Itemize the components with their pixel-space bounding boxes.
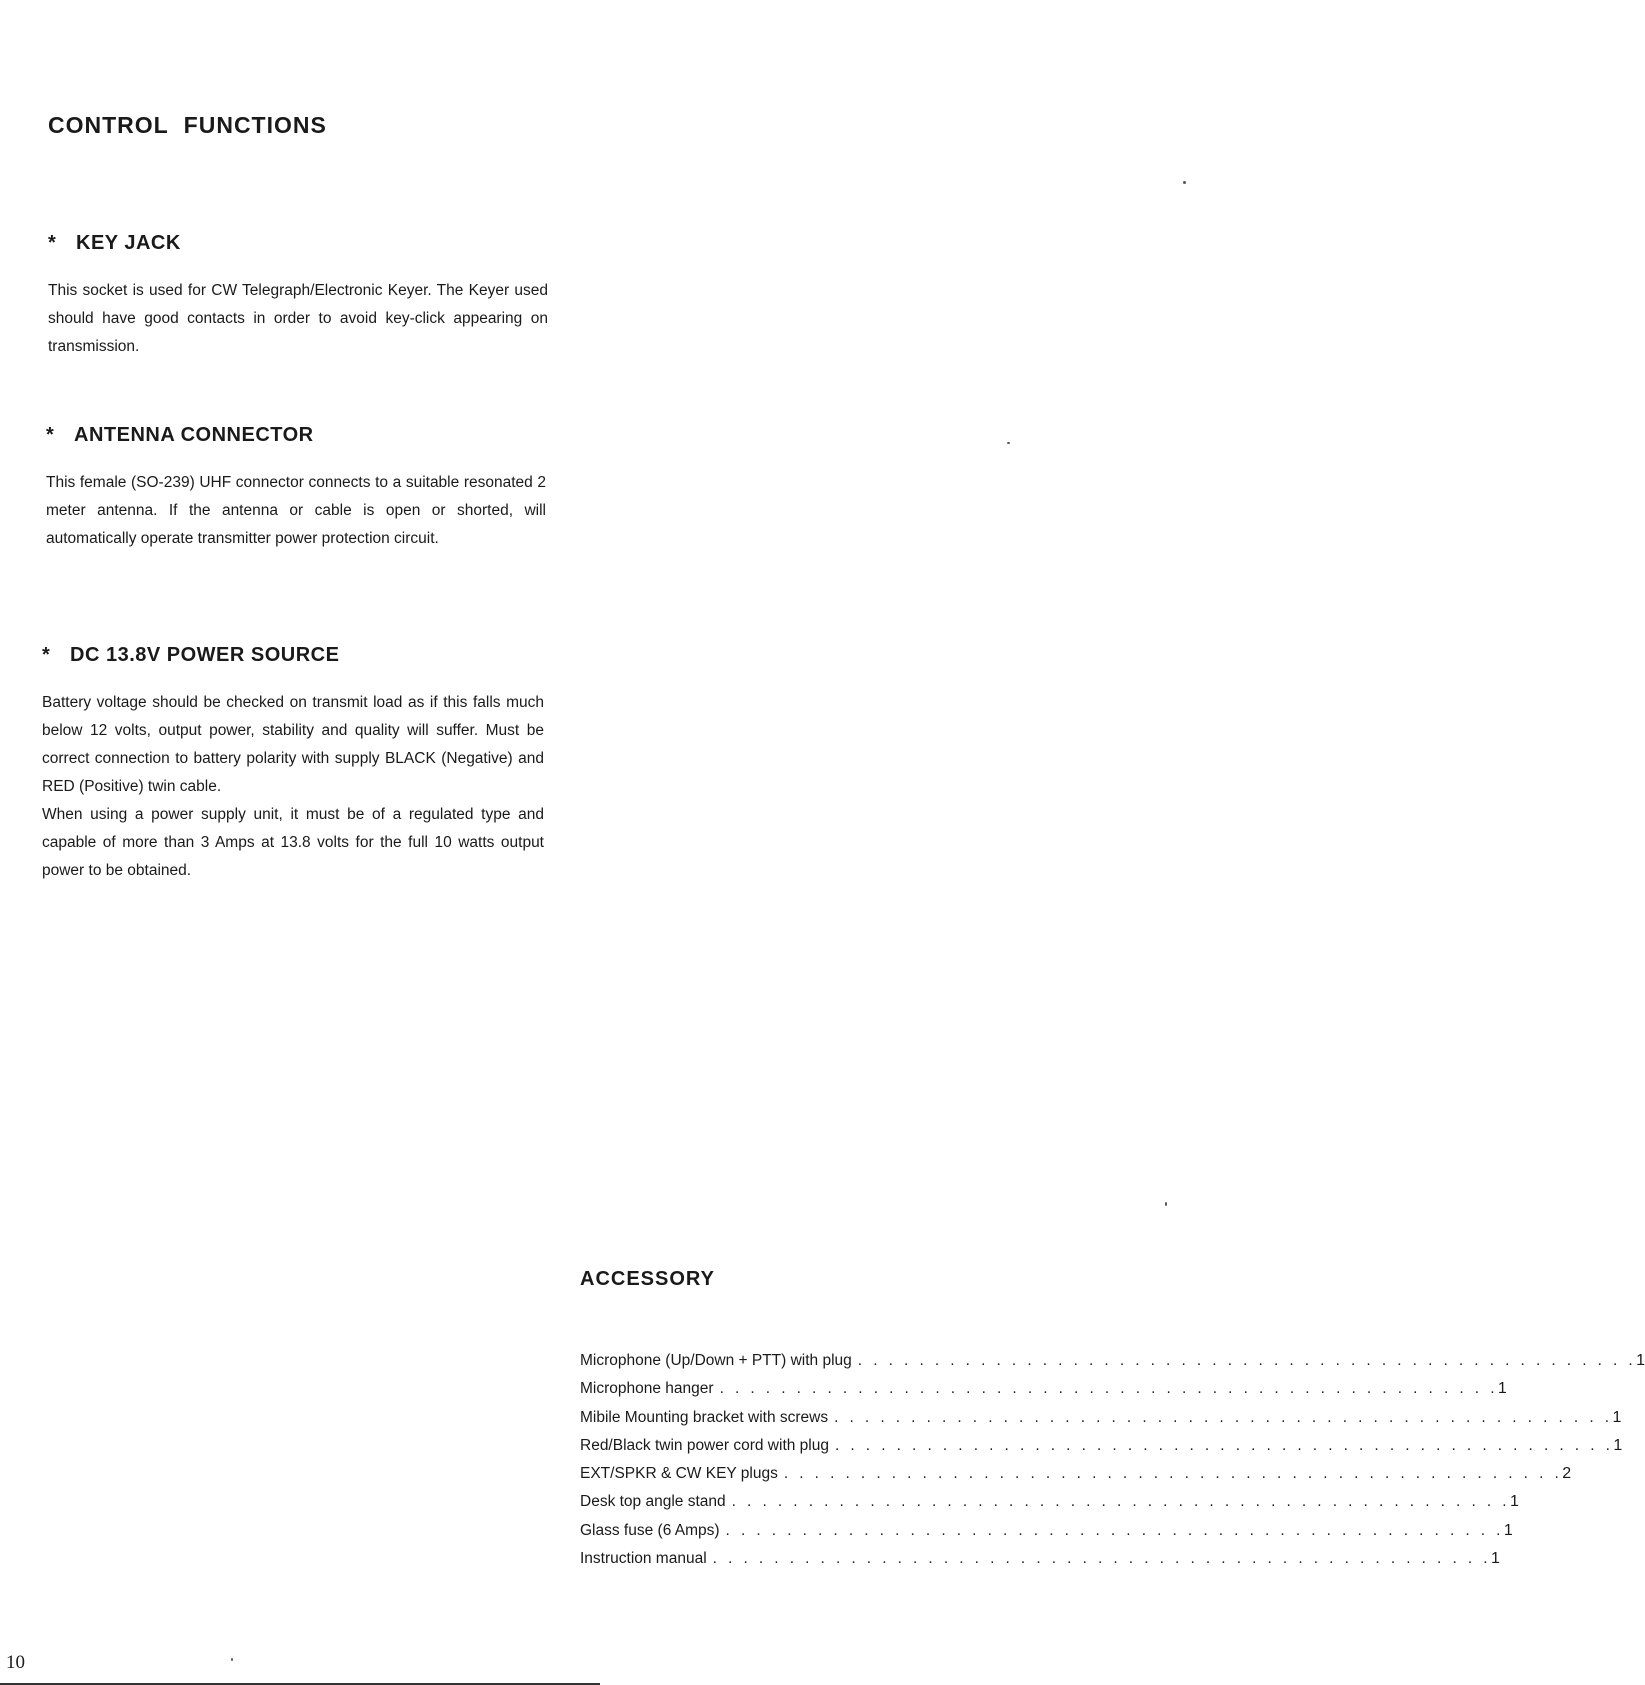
page-title: CONTROL FUNCTIONS <box>48 112 327 138</box>
accessory-item <box>580 1545 1500 1573</box>
accessory-item <box>580 1488 1519 1516</box>
accessory-item-name: Red/Black twin power cord with plug <box>580 1436 829 1454</box>
accessory-item-qty: 1 <box>1613 1436 1623 1454</box>
accessory-title: ACCESSORY <box>580 1268 715 1290</box>
leader-dots: . . . . . . . . . . . . . . . . . . . . . . . . . . . . . . . . . . . . . . . . . . . . . . . . . . . <box>731 1493 1510 1511</box>
accessory-item <box>580 1460 1572 1488</box>
accessory-section <box>580 1268 1645 1573</box>
section-paragraph: Battery voltage should be checked on transmit load as if this falls much below 12 volts, output power, stability and quality will suffer. Must be correct connection to battery polarity with supply BLACK (Negative) and RED (Positive) twin cable. <box>42 694 544 795</box>
leader-dots: . . . . . . . . . . . . . . . . . . . . . . . . . . . . . . . . . . . . . . . . . . . . . . . . . . . <box>834 1408 1613 1426</box>
bullet-star: * <box>42 644 51 666</box>
accessory-list <box>580 1347 1645 1573</box>
accessory-item-name: Instruction manual <box>580 1550 707 1568</box>
leader-dots: . . . . . . . . . . . . . . . . . . . . . . . . . . . . . . . . . . . . . . . . . . . . . . . . . . . <box>783 1465 1563 1483</box>
accessory-item-qty: 1 <box>1491 1550 1500 1568</box>
section-dc-power-source <box>42 644 544 885</box>
accessory-item-qty: 1 <box>1497 1380 1507 1398</box>
accessory-item-name: EXT/SPKR & CW KEY plugs <box>580 1465 778 1483</box>
section-key-jack <box>48 232 548 361</box>
bullet-star: * <box>46 424 55 446</box>
section-heading <box>48 232 548 255</box>
leader-dots: . . . . . . . . . . . . . . . . . . . . . . . . . . . . . . . . . . . . . . . . . . . . . . . . . . . <box>712 1550 1492 1568</box>
section-paragraph: When using a power supply unit, it must be of a regulated type and capable of more than 3 Amps at 13.8 volts for the full 10 watts output power to be obtained. <box>42 806 544 879</box>
accessory-item-qty: 1 <box>1612 1408 1622 1426</box>
section-paragraph: This female (SO-239) UHF connector connects to a suitable resonated 2 meter antenna. If the antenna or cable is open or shorted, will automatically operate transmitter power protection circuit. <box>46 474 546 547</box>
accessory-item-qty: 1 <box>1636 1352 1645 1369</box>
accessory-item <box>580 1432 1623 1460</box>
accessory-item-name: Glass fuse (6 Amps) <box>580 1521 720 1539</box>
accessory-item-qty: 1 <box>1503 1521 1513 1539</box>
leader-dots: . . . . . . . . . . . . . . . . . . . . . . . . . . . . . . . . . . . . . . . . . . . . . . . . . . . <box>725 1521 1504 1539</box>
leader-dots: . . . . . . . . . . . . . . . . . . . . . . . . . . . . . . . . . . . . . . . . . . . . . . . . . . . <box>834 1436 1614 1454</box>
section-heading <box>42 644 544 667</box>
scan-speck <box>1183 181 1186 184</box>
accessory-item-name: Microphone (Up/Down + PTT) with plug <box>580 1352 852 1369</box>
accessory-item-name: Desk top angle stand <box>580 1493 726 1511</box>
accessory-item-qty: 2 <box>1562 1465 1572 1483</box>
leader-dots: . . . . . . . . . . . . . . . . . . . . . . . . . . . . . . . . . . . . . . . . . . . . . . . . . . . <box>719 1380 1498 1398</box>
heading-text: KEY JACK <box>76 232 181 254</box>
heading-text: DC 13.8V POWER SOURCE <box>70 644 340 666</box>
accessory-item-qty: 1 <box>1509 1493 1519 1511</box>
scan-speck <box>1165 1202 1167 1206</box>
accessory-item <box>580 1347 1645 1375</box>
section-heading <box>46 424 546 447</box>
section-antenna-connector <box>46 424 546 553</box>
accessory-item <box>580 1375 1507 1403</box>
accessory-item <box>580 1517 1513 1545</box>
scan-speck <box>231 1658 233 1661</box>
leader-dots: . . . . . . . . . . . . . . . . . . . . . . . . . . . . . . . . . . . . . . . . . . . . . . . . . . . <box>857 1352 1637 1369</box>
accessory-item-name: Mibile Mounting bracket with screws <box>580 1408 829 1426</box>
page-number: 10 <box>6 1652 25 1673</box>
scan-speck <box>1007 442 1010 444</box>
accessory-item <box>580 1404 1622 1432</box>
heading-text: ANTENNA CONNECTOR <box>74 424 314 446</box>
section-paragraph: This socket is used for CW Telegraph/Electronic Keyer. The Keyer used should have good contacts in order to avoid key-click appearing on transmission. <box>48 282 548 355</box>
accessory-item-name: Microphone hanger <box>580 1380 714 1398</box>
bullet-star: * <box>48 232 57 254</box>
